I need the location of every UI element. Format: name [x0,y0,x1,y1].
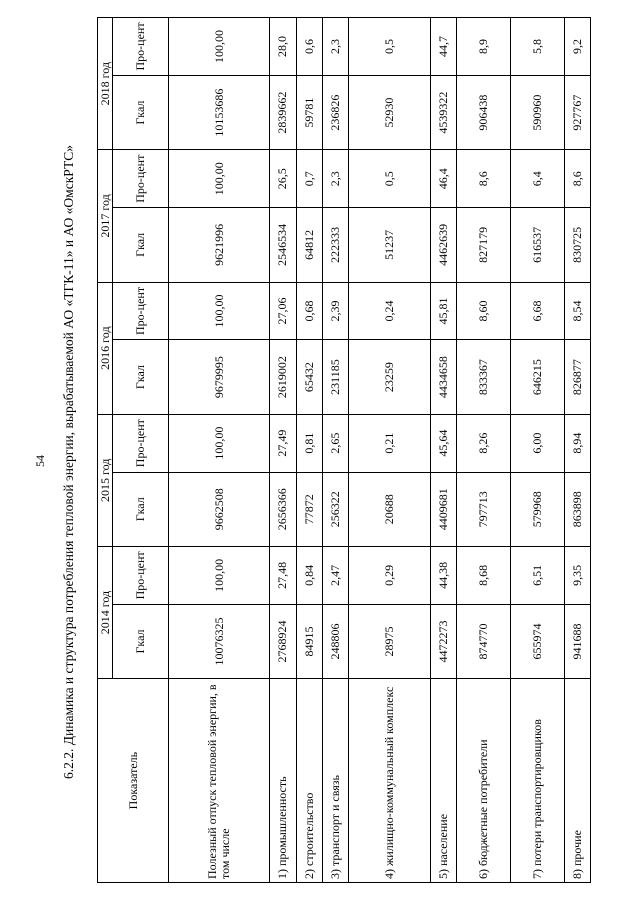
gcal-cell: 10076325 [169,604,270,678]
percent-cell: 100,00 [169,282,270,340]
gcal-cell: 9662508 [169,472,270,546]
gcal-cell: 4472273 [430,604,456,678]
table-container [97,17,591,883]
gcal-cell: 84915 [296,604,322,678]
gcal-header: Гкал [113,75,169,149]
gcal-cell: 2619002 [270,340,296,414]
gcal-cell: 20688 [348,472,430,546]
gcal-cell: 236826 [322,75,348,149]
percent-header: Про-цент [113,282,169,340]
row-label: 2) строительство [296,679,322,883]
percent-cell: 27,48 [270,546,296,604]
gcal-cell: 51237 [348,208,430,282]
gcal-cell: 2768924 [270,604,296,678]
table-row [322,18,348,883]
year-header: 2018 год [98,18,113,150]
percent-cell: 100,00 [169,546,270,604]
percent-cell: 0,24 [348,282,430,340]
indicator-header: Показатель [98,679,169,883]
consumption-table [97,17,591,883]
gcal-cell: 941688 [564,604,590,678]
percent-cell: 2,3 [322,150,348,208]
gcal-cell: 222333 [322,208,348,282]
page-title: 6.2.2. Динамика и структура потребления тепловой энергии, вырабатываемой АО «ТГК-11» и АО «ОмскРТС» [61,145,76,779]
percent-cell: 0,29 [348,546,430,604]
gcal-cell: 4539322 [430,75,456,149]
percent-cell: 45,81 [430,282,456,340]
gcal-cell: 2839662 [270,75,296,149]
gcal-cell: 23259 [348,340,430,414]
gcal-cell: 906438 [456,75,510,149]
percent-cell: 0,7 [296,150,322,208]
percent-cell: 28,0 [270,18,296,76]
gcal-cell: 646215 [510,340,564,414]
percent-cell: 44,38 [430,546,456,604]
gcal-cell: 927767 [564,75,590,149]
row-label: 4) жилищно-коммунальный комплекс [348,679,430,883]
percent-cell: 8,94 [564,414,590,472]
gcal-header: Гкал [113,208,169,282]
percent-cell: 8,60 [456,282,510,340]
gcal-cell: 65432 [296,340,322,414]
percent-cell: 0,84 [296,546,322,604]
table-row [296,18,322,883]
gcal-cell: 616537 [510,208,564,282]
percent-cell: 46,4 [430,150,456,208]
percent-cell: 0,68 [296,282,322,340]
row-label: 3) транспорт и связь [322,679,348,883]
row-label: Полезный отпуск тепловой энергии, в том числе [169,679,270,883]
gcal-cell: 827179 [456,208,510,282]
gcal-cell: 655974 [510,604,564,678]
gcal-header: Гкал [113,472,169,546]
percent-header: Про-цент [113,414,169,472]
gcal-header: Гкал [113,340,169,414]
gcal-cell: 52930 [348,75,430,149]
percent-cell: 2,39 [322,282,348,340]
percent-cell: 6,4 [510,150,564,208]
percent-cell: 27,06 [270,282,296,340]
gcal-cell: 4462639 [430,208,456,282]
percent-cell: 9,35 [564,546,590,604]
gcal-cell: 833367 [456,340,510,414]
percent-cell: 100,00 [169,150,270,208]
table-row [270,18,296,883]
percent-cell: 0,5 [348,150,430,208]
percent-cell: 100,00 [169,18,270,76]
percent-cell: 8,6 [564,150,590,208]
row-label: 6) бюджетные потребители [456,679,510,883]
percent-cell: 5,8 [510,18,564,76]
gcal-cell: 2546534 [270,208,296,282]
percent-cell: 6,68 [510,282,564,340]
percent-cell: 6,00 [510,414,564,472]
percent-cell: 2,65 [322,414,348,472]
percent-cell: 44,7 [430,18,456,76]
row-label: 5) население [430,679,456,883]
table-row [456,18,510,883]
table-row [510,18,564,883]
table-row [430,18,456,883]
gcal-cell: 59781 [296,75,322,149]
gcal-cell: 64812 [296,208,322,282]
percent-cell: 8,54 [564,282,590,340]
percent-header: Про-цент [113,150,169,208]
gcal-cell: 256322 [322,472,348,546]
percent-cell: 2,47 [322,546,348,604]
percent-cell: 0,5 [348,18,430,76]
percent-cell: 0,21 [348,414,430,472]
gcal-cell: 4434658 [430,340,456,414]
percent-cell: 45,64 [430,414,456,472]
percent-cell: 8,26 [456,414,510,472]
gcal-cell: 248806 [322,604,348,678]
table-row [169,18,270,883]
gcal-cell: 77872 [296,472,322,546]
page-number: 54 [33,455,47,467]
table-row [564,18,590,883]
percent-cell: 8,6 [456,150,510,208]
year-header: 2017 год [98,150,113,282]
row-label: 7) потери транспортировщиков [510,679,564,883]
year-header: 2014 год [98,546,113,678]
gcal-cell: 231185 [322,340,348,414]
row-label: 8) прочие [564,679,590,883]
row-label: 1) промышленность [270,679,296,883]
gcal-cell: 874770 [456,604,510,678]
percent-header: Про-цент [113,546,169,604]
gcal-cell: 9621996 [169,208,270,282]
gcal-cell: 28975 [348,604,430,678]
gcal-cell: 9679995 [169,340,270,414]
gcal-cell: 590960 [510,75,564,149]
gcal-cell: 10153686 [169,75,270,149]
year-header: 2016 год [98,282,113,414]
percent-cell: 26,5 [270,150,296,208]
gcal-cell: 826877 [564,340,590,414]
table-row [348,18,430,883]
percent-cell: 100,00 [169,414,270,472]
percent-cell: 0,81 [296,414,322,472]
percent-cell: 2,3 [322,18,348,76]
percent-cell: 0,6 [296,18,322,76]
percent-header: Про-цент [113,18,169,76]
gcal-cell: 863898 [564,472,590,546]
gcal-header: Гкал [113,604,169,678]
percent-cell: 8,68 [456,546,510,604]
gcal-cell: 579968 [510,472,564,546]
percent-cell: 8,9 [456,18,510,76]
percent-cell: 27,49 [270,414,296,472]
percent-cell: 9,2 [564,18,590,76]
gcal-cell: 830725 [564,208,590,282]
gcal-cell: 2656366 [270,472,296,546]
percent-cell: 6,51 [510,546,564,604]
gcal-cell: 797713 [456,472,510,546]
year-header: 2015 год [98,414,113,546]
gcal-cell: 4409681 [430,472,456,546]
